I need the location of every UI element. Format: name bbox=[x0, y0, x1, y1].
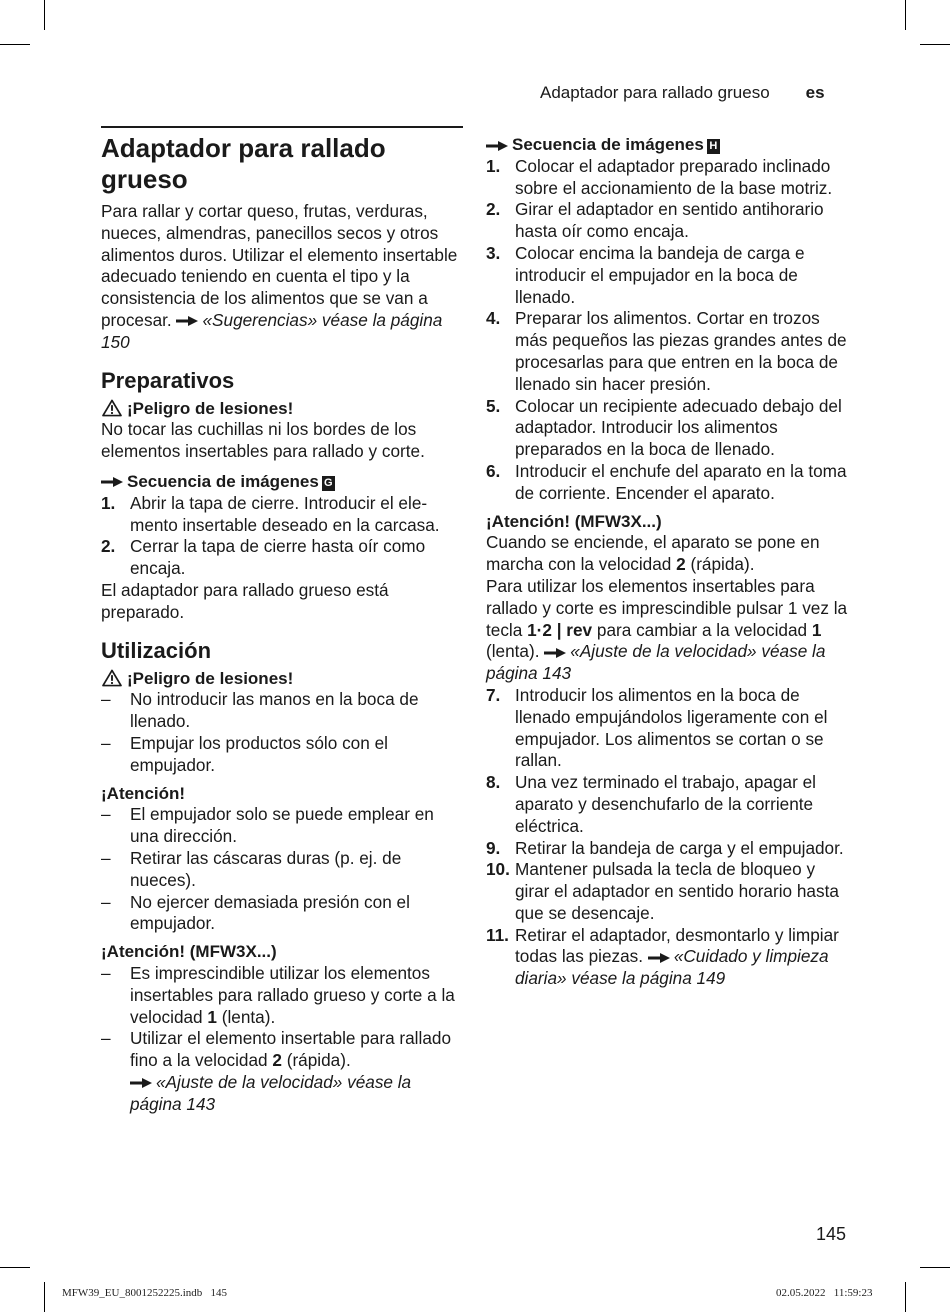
list-item: 7. Introducir los alimentos en la boca de llenado empujándolos ligeramente con el empujador. Los alimentos se cortan o se rallan. bbox=[486, 684, 828, 771]
list-item: 3. Colocar encima la bandeja de carga e introducir el empujador en la boca de llenado. bbox=[486, 242, 805, 307]
attention-heading: ¡Atención! (MFW3X...) bbox=[101, 942, 277, 962]
arrow-right-icon bbox=[544, 648, 566, 658]
crop-mark bbox=[920, 44, 950, 45]
warning-triangle-icon bbox=[101, 399, 123, 417]
intro-paragraph: Para rallar y cortar queso, frutas, verduras, nueces, almendras, panecillos secos y otros alimentos duros. Utilizar el elemento insertable adecuado teniendo en cuenta el tipo y la consistencia de los alimentos que se van a procesar. «Sugerencias» véase la página 150 bbox=[101, 201, 458, 352]
crop-mark bbox=[905, 1282, 906, 1312]
list-item: – Utilizar el elemento insertable para rallado fino a la velocidad 2 (rápida). «Ajuste de la velocidad» véase la página 143 bbox=[101, 1028, 451, 1114]
attention-list bbox=[101, 804, 463, 935]
use-steps-list bbox=[486, 685, 854, 990]
arrow-right-icon bbox=[648, 953, 670, 963]
crop-mark bbox=[44, 0, 45, 30]
prep-steps-list bbox=[101, 493, 463, 580]
arrow-right-icon bbox=[176, 316, 198, 326]
warning-list bbox=[101, 689, 463, 776]
crop-mark bbox=[920, 1267, 950, 1268]
list-item: 4. Preparar los alimentos. Cortar en trozos más pequeños las piezas grandes antes de procesarlas para que entren en la boca de llenado sin hacer presión. bbox=[486, 308, 847, 394]
list-item: – No ejercer demasiada presión con el empujador. bbox=[101, 891, 410, 934]
arrow-right-icon bbox=[130, 1078, 152, 1088]
list-item: – No introducir las manos en la boca de llenado. bbox=[101, 689, 419, 732]
cross-reference[interactable]: «Sugerencias» véase la página 150 bbox=[101, 309, 443, 352]
list-item: – Retirar las cáscaras duras (p. ej. de nueces). bbox=[101, 847, 402, 890]
crop-mark bbox=[0, 1267, 30, 1268]
list-item: 10. Mantener pulsada la tecla de bloqueo y girar el adaptador en sentido horario hasta que se desencaje. bbox=[486, 859, 839, 923]
list-item: 5. Colocar un recipiente adecuado debajo del adaptador. Introducir los alimentos preparados en la boca de llenado. bbox=[486, 395, 842, 460]
list-item: 6. Introducir el enchufe del aparato en la toma de corriente. Encender el aparato. bbox=[486, 460, 847, 503]
figure-letter-badge: H bbox=[707, 139, 720, 154]
footer-file-info: MFW39_EU_8001252225.indb 145 bbox=[62, 1287, 227, 1299]
running-header bbox=[540, 83, 825, 103]
attention-heading: ¡Atención! bbox=[101, 783, 186, 803]
heading-utilizacion: Utilización bbox=[101, 637, 212, 663]
attention-list bbox=[101, 963, 463, 1116]
list-item: – Empujar los productos sólo con el empujador. bbox=[101, 732, 388, 775]
arrow-right-icon bbox=[486, 141, 508, 151]
attention-paragraph: Cuando se enciende, el aparato se pone en marcha con la velocidad 2 (rápida). bbox=[486, 532, 820, 575]
use-steps-list bbox=[486, 156, 854, 505]
section-rule bbox=[101, 126, 463, 128]
crop-mark bbox=[0, 44, 30, 45]
footer-timestamp: 02.05.2022 11:59:23 bbox=[776, 1287, 873, 1299]
list-item: 2. Girar el adaptador en sentido antihorario hasta oír como encaja. bbox=[486, 199, 824, 242]
header-language: es bbox=[805, 83, 825, 102]
cross-reference[interactable]: «Ajuste de la velocidad» véase la página 143 bbox=[486, 641, 826, 684]
header-title: Adaptador para rallado grueso bbox=[540, 83, 770, 102]
list-item: 9. Retirar la bandeja de carga y el empujador. bbox=[486, 837, 844, 858]
warning-triangle-icon bbox=[101, 669, 123, 687]
attention-paragraph: Para utilizar los elementos insertables para rallado y corte es imprescindible pulsar 1 vez la tecla 1·2 | rev para cambiar a la velocidad 1 (lenta). «Ajuste de la velocidad» véase la página 143 bbox=[486, 575, 848, 684]
image-sequence-heading: Secuencia de imágenes H bbox=[486, 134, 854, 156]
section-title: Adaptador para rallado grueso bbox=[101, 133, 386, 194]
right-column bbox=[486, 134, 854, 990]
cross-reference[interactable]: «Cuidado y limpieza diaria» véase la página 149 bbox=[515, 946, 829, 989]
prep-done-text: El adaptador para rallado grueso está preparado. bbox=[101, 579, 389, 622]
warning-heading: ¡Peligro de lesiones! bbox=[101, 668, 463, 690]
list-item: 8. Una vez terminado el trabajo, apagar el aparato y desenchufarlo de la corriente eléctrica. bbox=[486, 772, 816, 836]
list-item: 1. Abrir la tapa de cierre. Introducir el elemento insertable deseado en la carcasa. bbox=[101, 492, 440, 535]
crop-mark bbox=[905, 0, 906, 30]
list-item: 11. Retirar el adaptador, desmontarlo y limpiar todas las piezas. «Cuidado y limpieza diaria» véase la página 149 bbox=[486, 924, 839, 989]
cross-reference[interactable]: «Ajuste de la velocidad» véase la página 143 bbox=[130, 1071, 412, 1114]
image-sequence-heading: Secuencia de imágenes G bbox=[101, 471, 463, 493]
left-column bbox=[101, 126, 463, 1115]
page-number: 145 bbox=[816, 1224, 847, 1244]
list-item: – El empujador solo se puede emplear en una dirección. bbox=[101, 804, 434, 847]
list-item: 1. Colocar el adaptador preparado inclinado sobre el accionamiento de la base motriz. bbox=[486, 155, 833, 198]
warning-heading: ¡Peligro de lesiones! bbox=[101, 398, 463, 420]
warning-text: No tocar las cuchillas ni los bordes de los elementos insertables para rallado y corte. bbox=[101, 419, 425, 462]
arrow-right-icon bbox=[101, 477, 123, 487]
speed-key-label: 1·2 | rev bbox=[527, 619, 593, 640]
crop-mark bbox=[44, 1282, 45, 1312]
heading-preparativos: Preparativos bbox=[101, 367, 235, 393]
attention-heading: ¡Atención! (MFW3X...) bbox=[486, 511, 662, 531]
figure-letter-badge: G bbox=[322, 476, 335, 491]
list-item: – Es imprescindible utilizar los elementos insertables para rallado grueso y corte a la velocidad 1 (lenta). bbox=[101, 962, 455, 1027]
list-item: 2. Cerrar la tapa de cierre hasta oír como encaja. bbox=[101, 536, 426, 579]
